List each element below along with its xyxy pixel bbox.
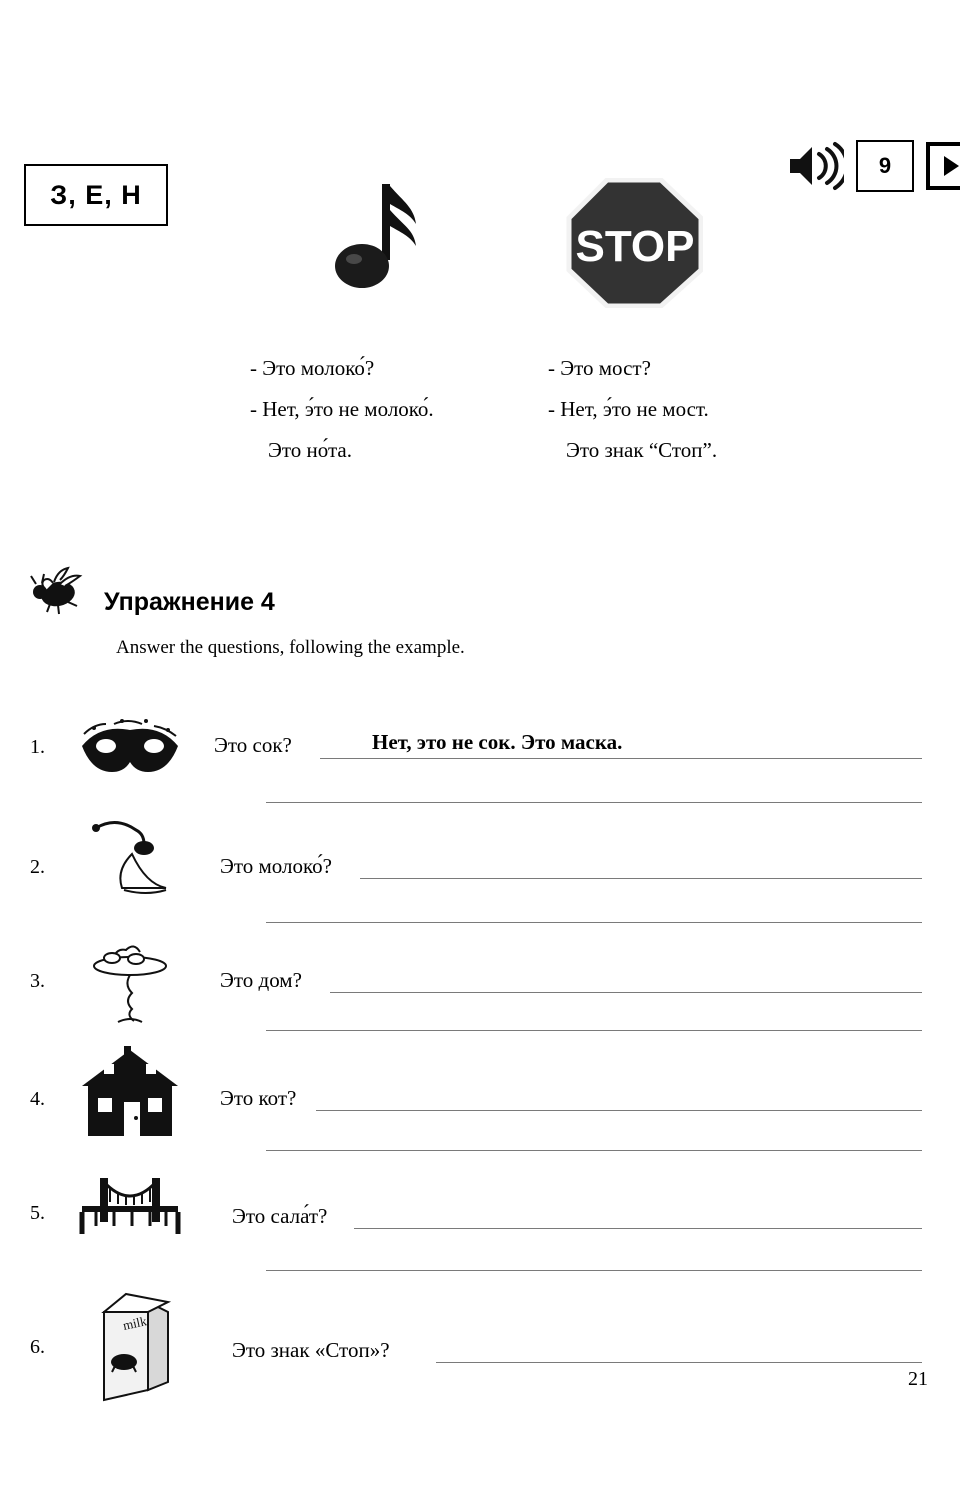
item-number: 3. (30, 970, 45, 992)
answer-line[interactable] (354, 1228, 922, 1229)
cafe-table-icon (74, 932, 186, 1028)
example-line: Это знак “Стоп”. (566, 437, 718, 462)
item-question: Это молоко́? (220, 854, 332, 878)
list-item (0, 1266, 960, 1386)
example-line: - Нет, э́то не мост. (548, 396, 709, 421)
svg-text:STOP: STOP (575, 222, 695, 271)
item-number: 2. (30, 856, 45, 878)
house-icon (74, 1046, 186, 1142)
answer-line[interactable] (360, 878, 922, 879)
item-answer[interactable]: Нет, это не сок. Это маска. (372, 730, 623, 754)
item-number: 6. (30, 1336, 45, 1358)
exercise-title: Упражнение 4 (104, 588, 275, 616)
list-item (0, 700, 960, 812)
answer-line[interactable] (316, 1110, 922, 1111)
list-item (0, 812, 960, 926)
answer-line[interactable] (436, 1362, 922, 1363)
item-number: 4. (30, 1088, 45, 1110)
answer-line[interactable] (266, 1030, 922, 1031)
example-line: Это но́та. (268, 437, 352, 462)
list-item (0, 926, 960, 1034)
answer-line[interactable] (266, 802, 922, 803)
example-line: - Это молоко́? (250, 356, 375, 380)
item-number: 5. (30, 1202, 45, 1224)
item-question: Это сок? (214, 733, 292, 757)
item-question: Это знак «Стоп»? (232, 1338, 390, 1362)
item-question: Это сала́т? (232, 1204, 328, 1228)
example-block (0, 170, 960, 490)
exercise-instruction: Answer the questions, following the example. (116, 637, 465, 658)
example-dialog-left (250, 348, 434, 471)
item-question: Это дом? (220, 968, 302, 992)
bee-icon (24, 560, 86, 616)
item-question: Это кот? (220, 1086, 297, 1110)
item-number: 1. (30, 736, 45, 758)
example-line: - Это мост? (548, 356, 651, 380)
svg-text:milk: milk (121, 1313, 148, 1333)
example-line: - Нет, э́то не молоко́. (250, 396, 434, 421)
answer-line[interactable] (266, 922, 922, 923)
answer-line[interactable] (320, 758, 922, 759)
answer-line[interactable] (330, 992, 922, 993)
exercise-items (0, 700, 960, 1386)
letters-label: З, Е, Н (50, 179, 142, 210)
list-item (0, 1034, 960, 1146)
example-dialog-right (548, 348, 717, 471)
music-note-icon (318, 180, 428, 300)
desk-lamp-icon (74, 814, 186, 910)
bridge-icon (74, 1170, 186, 1266)
list-item (0, 1146, 960, 1266)
stop-sign-icon (565, 178, 707, 308)
track-number-label: 9 (878, 153, 892, 178)
milk-carton-icon (74, 1290, 186, 1410)
page-number: 21 (908, 1368, 928, 1390)
carnival-mask-icon (74, 708, 186, 804)
